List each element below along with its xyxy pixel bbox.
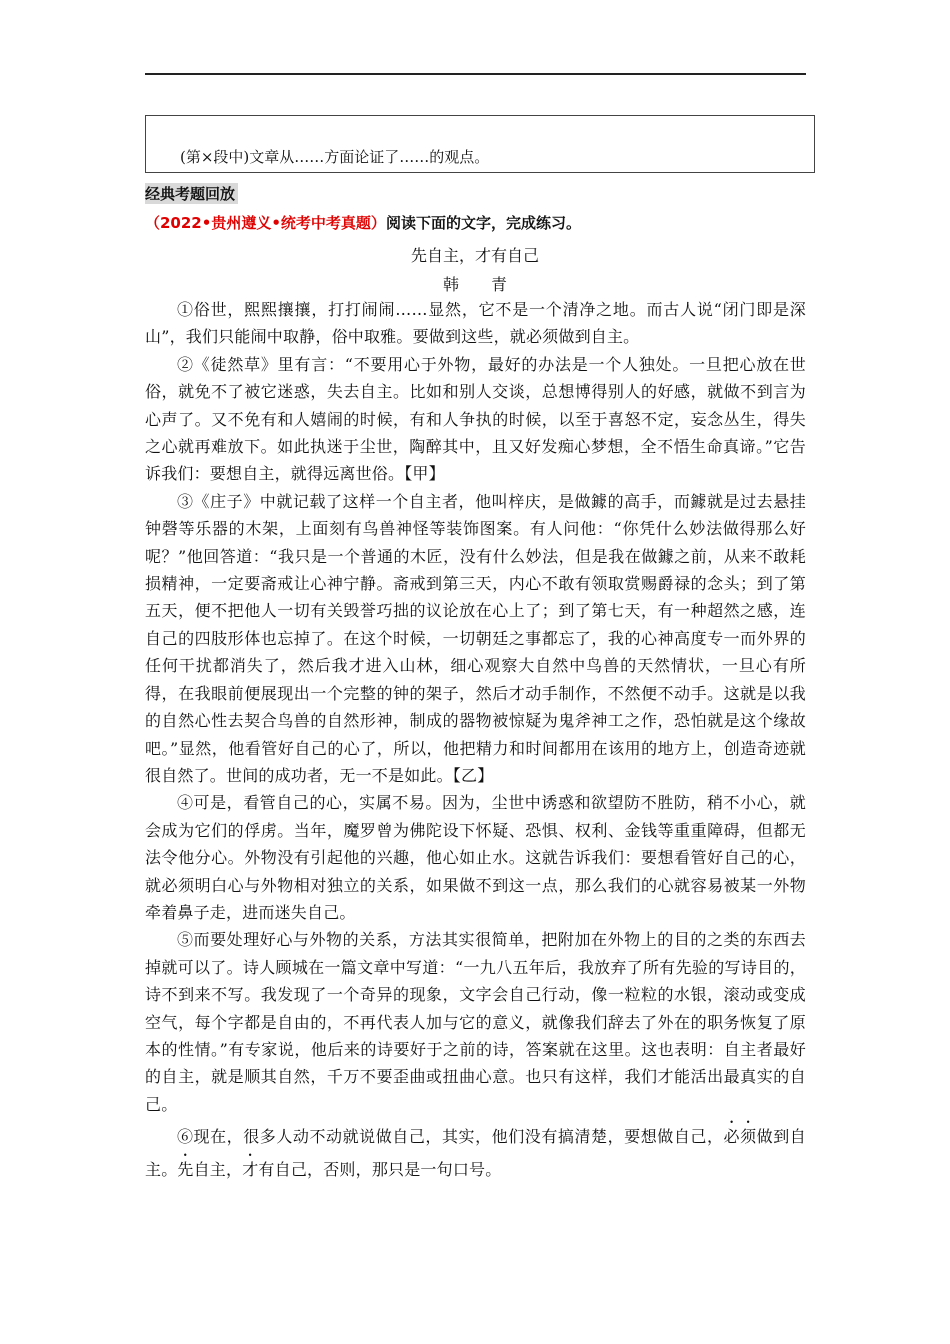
paragraph-4: ④可是，看管自己的心，实属不易。因为，尘世中诱惑和欲望防不胜防，稍不小心，就会成为它们的俘虏。当年，魔罗曾为佛陀设下怀疑、恐惧、权利、金钱等重重障碍，但都无法令他分心。外物没有引起他的兴趣，他心如止水。这就告诉我们：要想看管好自己的心，就必须明白心与外物相对独立的关系，如果做不到这一点，那么我们的心就容易被某一外物牵着鼻子走，进而迷失自己。 bbox=[145, 793, 806, 922]
paragraph-1: ①俗世，熙熙攘攘，打打闹闹……显然，它不是一个清净之地。而古人说“闭门即是深山”，我们只能闹中取静，俗中取雅。要做到这些，就必须做到自主。 bbox=[145, 300, 806, 347]
p6-emphasis-must: 必须 bbox=[723, 1127, 757, 1147]
question-instruction: 阅读下面的文字，完成练习。 bbox=[385, 214, 581, 232]
author-last-char: 青 bbox=[491, 275, 508, 294]
paragraph-2: ②《徒然草》里有言：“不要用心于外物，最好的办法是一个人独处。一旦把心放在世俗，就免不了被它迷惑，失去自主。比如和别人交谈，总想博得别人的好感，就做不到言为心声了。又不免有和人嬉闹的时候，有和人争执的时候，以至于喜怒不定，妄念丛生，得失之心就再难放下。如此执迷于尘世，陶醉其中，且又好发痴心梦想，全不悟生命真谛。”它告诉我们：要想自主，就得远离世俗。【甲】 bbox=[145, 354, 806, 484]
p6-emphasis-then: 才 bbox=[242, 1159, 259, 1179]
answer-template-text: (第×段中)文章从……方面论证了……的观点。 bbox=[180, 148, 490, 166]
paragraph-6 bbox=[145, 1118, 806, 1183]
article-body bbox=[145, 296, 806, 1183]
section-title: 经典考题回放 bbox=[145, 183, 238, 204]
header-rule bbox=[145, 73, 806, 75]
question-intro bbox=[145, 212, 581, 233]
p6-text-a: ⑥现在，很多人动不动就说做自己，其实，他们没有搞清楚，要想做自己， bbox=[177, 1127, 724, 1147]
article-title: 先自主，才有自己 bbox=[410, 246, 539, 265]
paragraph-3: ③《庄子》中就记载了这样一个自主者，他叫梓庆，是做鐻的高手，而鐻就是过去悬挂钟磬等乐器的木架，上面刻有鸟兽神怪等装饰图案。有人问他：“你凭什么妙法做得那么好呢？”他回答道：“我只是一个普通的木匠，没有什么妙法，但是我在做鐻之前，从来不敢耗损精神，一定要斋戒让心神宁静。斋戒到第三天，内心不敢有领取赏赐爵禄的念头；到了第五天，便不把他人一切有关毁誉巧拙的议论放在心上了；到了第七天，有一种超然之感，连自己的四肢形体也忘掉了。在这个时候，一切朝廷之事都忘了，我的心神高度专一而外界的任何干扰都消失了，然后我才进入山林，细心观察大自然中鸟兽的天然情状，一旦心有所得，在我眼前便展现出一个完整的钟的架子，然后才动手制作，不然便不动手。这就是以我的自然心性去契合鸟兽的自然形神，制成的器物被惊疑为鬼斧神工之作，恐怕就是这个缘故吧。”显然，他看管好自己的心了，所以，他把精力和时间都用在该用的地方上，创造奇迹就很自然了。世间的成功者，无一不是如此。【乙】 bbox=[145, 491, 806, 785]
p6-text-c: 自主， bbox=[193, 1159, 243, 1179]
question-source: （2022•贵州遵义•统考中考真题） bbox=[145, 214, 386, 232]
p6-emphasis-first: 先 bbox=[177, 1159, 194, 1179]
author-first-char: 韩 bbox=[442, 275, 459, 294]
p6-text-d: 有自己，否则，那只是一句口号。 bbox=[258, 1159, 502, 1179]
answer-template-box bbox=[145, 115, 815, 173]
p6-text-b: 做到自主。 bbox=[145, 1127, 806, 1179]
paragraph-5: ⑤而要处理好心与外物的关系，方法其实很简单，把附加在外物上的目的之类的东西去掉就可以了。诗人顾城在一篇文章中写道：“一九八五年后，我放弃了所有先验的写诗目的，诗不到来不写。我发现了一个奇异的现象，文字会自己行动，像一粒粒的水银，滚动或变成空气，每个字都是自由的，不再代表人加与它的意义，就像我们辞去了外在的职务恢复了原本的性情。”有专家说，他后来的诗要好于之前的诗，答案就在这里。这也表明：自主者最好的自主，就是顺其自然，千万不要歪曲或扭曲心意。也只有这样，我们才能活出最真实的自己。 bbox=[145, 930, 806, 1114]
article-author bbox=[0, 272, 950, 295]
